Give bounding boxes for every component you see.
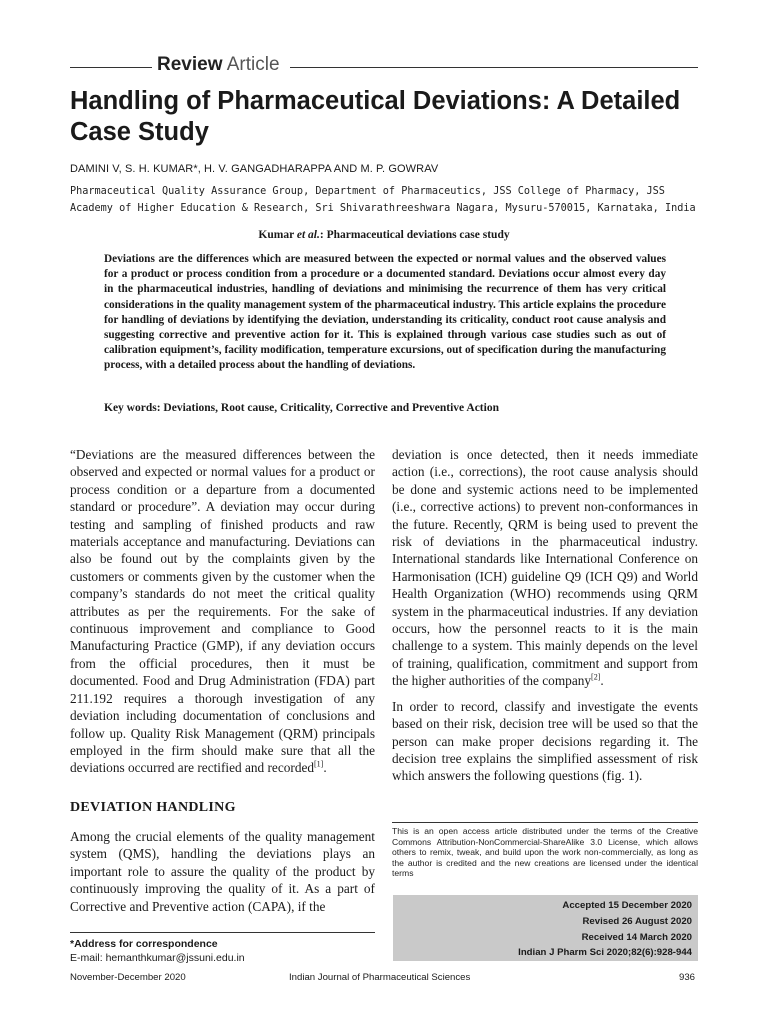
revised-date: Revised 26 August 2020 xyxy=(582,915,692,927)
body-column-left xyxy=(70,446,375,777)
qms-paragraph: Among the crucial elements of the quality management system (QMS), handling the deviations plays an important role to assure the quality of the product by continuously improving the quality of it. As a part of Corrective and Preventive action (CAPA), if the xyxy=(70,829,375,914)
capa-text: deviation is once detected, then it needs immediate action (i.e., corrections), the root cause analysis should be done and systemic actions need to be implemented (i.e., corrective actions) to prevent non-conformances in the future. Recently, QRM is being used to prevent the risk of deviations in the pharmaceutical industry. International standards like International Conference on Harmonisation (ICH) guideline Q9 (ICH Q9) and World Health Organization (WHO) recommends using QRM system in the pharmaceutical industries. If any deviation occurs, how the personnel reacts to it is the main challenge to a system. This mainly depends on the level of training, qualification, commitment and support from the higher authorities of the company xyxy=(392,447,698,689)
body-column-right xyxy=(392,446,698,785)
reference-2[interactable]: [2] xyxy=(591,672,601,682)
section-label-light: Article xyxy=(226,54,280,75)
capa-end: . xyxy=(600,673,604,689)
running-title xyxy=(0,229,768,241)
intro-paragraph xyxy=(70,446,375,777)
license-notice: This is an open access article distributed under the terms of the Creative Commons Attribution-NonCommercial-ShareAlike 3.0 License, which allows others to remix, tweak, and build upon the work non-commercially, as long as the author is credited and the new creations are licensed under the identical terms xyxy=(392,826,698,879)
section-heading-deviation-handling: DEVIATION HANDLING xyxy=(70,800,236,815)
correspondence-rule xyxy=(70,932,375,933)
accepted-date: Accepted 15 December 2020 xyxy=(562,900,692,911)
body-column-left-continued xyxy=(70,828,375,915)
running-title-rest: : Pharmaceutical deviations case study xyxy=(319,229,510,241)
page-number: 936 xyxy=(679,972,696,983)
correspondence-email[interactable]: E-mail: hemanthkumar@jssuni.edu.in xyxy=(70,952,245,964)
affiliation: Pharmaceutical Quality Assurance Group, Department of Pharmaceutics, JSS College of Pharmacy, JSS Academy of Higher Education & Research, Sri Shivarathreeshwara Nagara, Mysuru-570015, Karnataka, India xyxy=(70,186,696,214)
footer-issue: November-December 2020 xyxy=(70,972,186,983)
decision-tree-paragraph: In order to record, classify and investigate the events based on their risk, decision tree will be used so that the person can make proper decisions regarding it. The decision tree explains the simplified assessment of risk which answers the following questions (fig. 1). xyxy=(392,698,698,784)
header-rule-right xyxy=(290,67,698,68)
article-title: Handling of Pharmaceutical Deviations: A Detailed Case Study xyxy=(70,87,681,146)
running-title-author: Kumar xyxy=(258,229,297,241)
section-label xyxy=(157,54,280,76)
correspondence-label: *Address for correspondence xyxy=(70,938,218,950)
license-rule xyxy=(392,822,698,823)
footer-journal: Indian Journal of Pharmaceutical Sciences xyxy=(289,972,471,983)
citation: Indian J Pharm Sci 2020;82(6):928-944 xyxy=(518,947,692,959)
received-date: Received 14 March 2020 xyxy=(581,931,692,943)
capa-paragraph xyxy=(392,446,698,690)
section-label-strong: Review xyxy=(157,54,223,75)
keywords: Key words: Deviations, Root cause, Criticality, Corrective and Preventive Action xyxy=(104,402,499,414)
reference-1[interactable]: [1] xyxy=(314,759,324,769)
header-rule-left xyxy=(70,67,152,68)
intro-text: “Deviations are the measured differences between the observed and expected or normal values for a product or process condition or a departure from a documented standard or procedure”. A deviation may occur during testing and sampling of finished products and raw materials acceptance and manufacturing. Deviations can also be found out by the complaints given by the customers or comments given by the customer when the company’s standards do not meet the critical quality attributes as per the requirements. For the sake of continuous improvement and compliance to Good Manufacturing Practice (GMP), if any deviation occurs from the official procedures, then it must be documented. Food and Drug Administration (FDA) part 211.192 requires a thorough investigation of any deviation including documentation of conclusions and follow up. Quality Risk Management (QRM) principals employed in the firm should make sure that all the deviations occurred are rectified and recorded xyxy=(70,447,375,776)
intro-end: . xyxy=(323,760,327,776)
abstract: Deviations are the differences which are measured between the expected or normal values and the observed values for a product or process condition from a procedure or a documented standard. Deviations occur almost every day in the pharmaceutical industries, handling of deviations and minimising the recurrence of them has very critical considerations in the quality management system of the pharmaceutical industry. This article explains the procedure for handling of deviations by identifying the deviation, understanding its criticality, conduct root cause analysis and suggesting corrective and preventive action for it. This is explained through various case studies such as out of calibration equipment’s, facility modification, temperature excursions, out of specification during the manufacturing process, with a detailed process about the handling of deviations. xyxy=(104,253,666,372)
author-list: DAMINI V, S. H. KUMAR*, H. V. GANGADHARAPPA AND M. P. GOWRAV xyxy=(70,163,439,175)
running-title-etal: et al. xyxy=(296,229,320,241)
dates-box xyxy=(393,895,698,961)
